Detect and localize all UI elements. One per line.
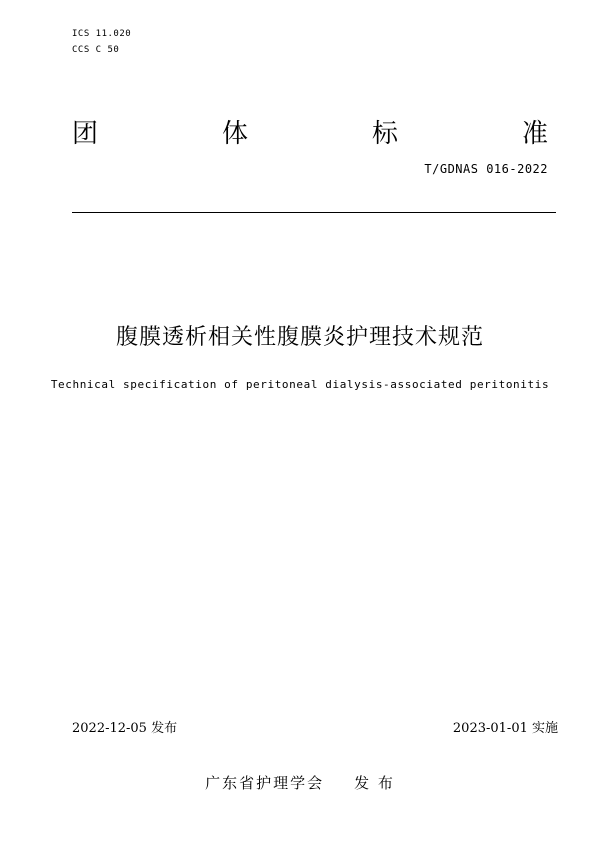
- standard-type-char: 准: [521, 118, 548, 149]
- publish-date: 2022-12-05 发布: [72, 721, 178, 736]
- standard-type-char: 体: [221, 118, 248, 149]
- standard-type-heading: [72, 113, 548, 149]
- publisher-line: [0, 772, 600, 793]
- standard-type-char: 团: [72, 118, 99, 149]
- effective-date: 2023-01-01 实施: [452, 721, 558, 736]
- header-divider: [72, 212, 556, 213]
- ics-code: ICS 11.020: [72, 29, 132, 39]
- standard-type-char: 标: [371, 118, 398, 149]
- publisher-name: 广东省护理学会: [205, 774, 325, 792]
- document-title-chinese: 腹膜透析相关性腹膜炎护理技术规范: [115, 325, 484, 350]
- ccs-code: CCS C 50: [72, 45, 120, 55]
- standard-number: T/GDNAS 016-2022: [424, 162, 548, 176]
- publish-action: 发 布: [354, 774, 395, 792]
- document-title-english: Technical specification of peritoneal dialysis-associated peritonitis: [50, 378, 550, 391]
